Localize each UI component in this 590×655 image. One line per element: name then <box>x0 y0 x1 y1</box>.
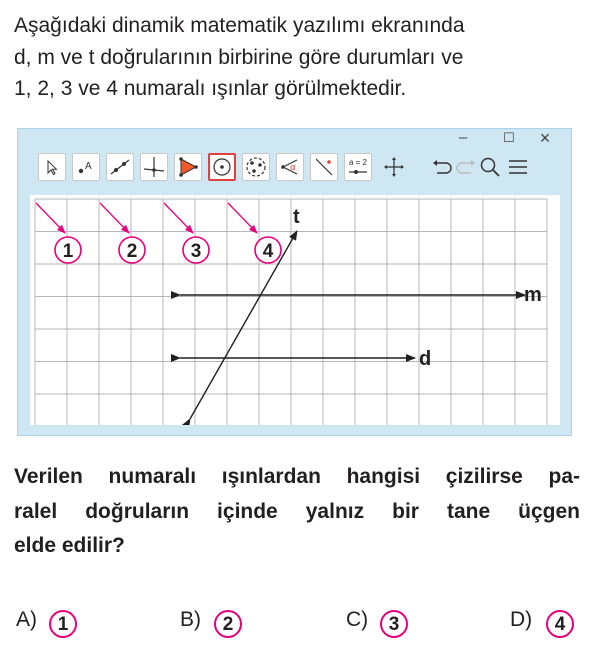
option-value: 4 <box>546 610 574 638</box>
option-value: 3 <box>380 610 408 638</box>
line-tool-icon[interactable] <box>106 153 134 181</box>
question-text <box>14 460 580 564</box>
menu-icon[interactable] <box>506 155 530 179</box>
canvas-background <box>30 195 560 425</box>
option-letter: C) <box>346 608 369 631</box>
redo-icon[interactable] <box>454 155 478 179</box>
option-value: 2 <box>214 610 242 638</box>
option-letter: D) <box>510 608 533 631</box>
intro-text <box>14 10 580 105</box>
minimize-button[interactable]: – <box>458 129 468 146</box>
angle-tool-icon[interactable] <box>276 153 304 181</box>
ray-label-3 <box>183 237 209 263</box>
move-tool-icon[interactable] <box>38 153 66 181</box>
circle-three-points-icon[interactable] <box>242 153 270 181</box>
ray-label-4-text: 4 <box>262 241 274 262</box>
answer-options <box>0 602 590 646</box>
maximize-button[interactable]: ☐ <box>503 130 515 145</box>
reflect-tool-icon[interactable] <box>310 153 338 181</box>
ray-label-3-text: 3 <box>190 241 202 262</box>
option-value: 1 <box>49 610 77 638</box>
option-b[interactable] <box>180 602 244 642</box>
point-tool-label: A <box>85 161 92 172</box>
option-letter: A) <box>16 608 37 631</box>
geometry-canvas[interactable] <box>30 195 560 425</box>
undo-icon[interactable] <box>430 155 454 179</box>
angle-tool-label: α <box>290 163 296 173</box>
perpendicular-tool-icon[interactable] <box>140 153 168 181</box>
intro-line: d, m ve t doğrularının birbirine göre durumları ve <box>14 45 464 69</box>
option-d[interactable] <box>510 602 576 642</box>
intro-line: Aşağıdaki dinamik matematik yazılımı ekranında <box>14 14 465 37</box>
intro-line: 1, 2, 3 ve 4 numaralı ışınlar görülmektedir. <box>14 77 407 100</box>
point-tool-icon[interactable] <box>72 153 100 181</box>
question-line: elde edilir? <box>14 534 125 557</box>
circle-tool-icon[interactable] <box>208 153 236 181</box>
option-c[interactable] <box>346 602 410 642</box>
ray-label-1-text: 1 <box>62 241 74 262</box>
line-t-label: t <box>293 206 300 228</box>
search-icon[interactable] <box>478 155 502 179</box>
option-a[interactable] <box>16 602 80 642</box>
ray-label-4 <box>255 237 281 263</box>
slider-tool-label: a = 2 <box>348 158 368 167</box>
slider-tool-icon[interactable] <box>344 153 372 181</box>
close-button[interactable]: × <box>539 128 551 148</box>
question-line: ralel doğruların içinde yalnız bir tane üçgen <box>14 499 580 523</box>
software-window <box>17 128 572 436</box>
line-d-label: d <box>419 348 432 370</box>
question-line: Verilen numaralı ışınlardan hangisi çizilirse pa- <box>14 465 580 488</box>
polygon-tool-icon[interactable] <box>174 153 202 181</box>
line-m-label: m <box>524 284 542 306</box>
option-letter: B) <box>180 608 201 631</box>
move-graphics-icon[interactable] <box>382 155 406 179</box>
ray-label-2-text: 2 <box>126 241 138 262</box>
ray-label-2 <box>119 237 145 263</box>
toolbar <box>38 153 568 185</box>
ray-label-1 <box>55 237 81 263</box>
